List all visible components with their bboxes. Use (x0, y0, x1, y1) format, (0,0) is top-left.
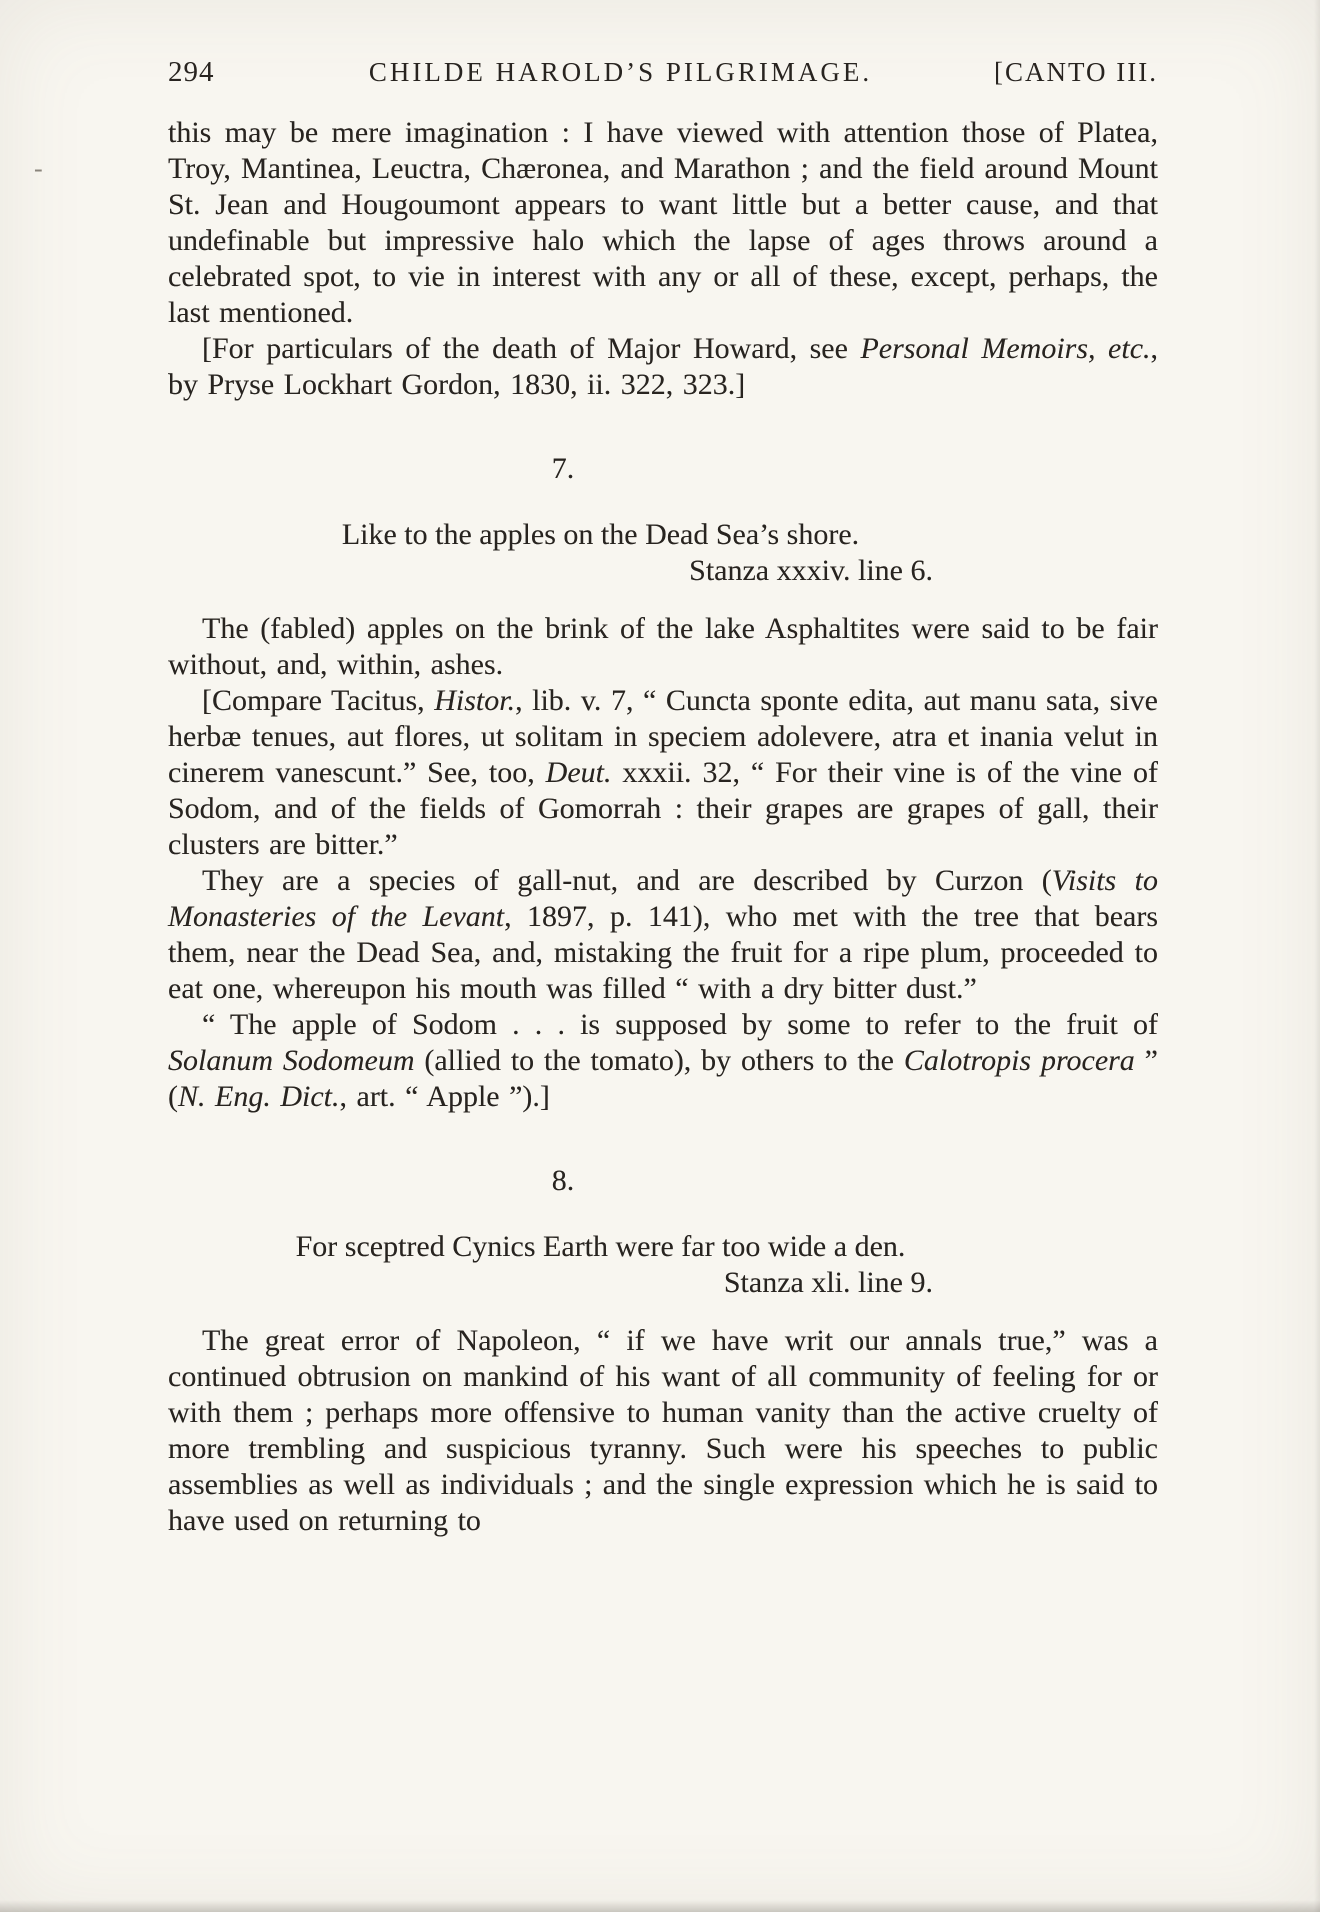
text-segment: xxxii. 32, “ For their vine is of the vine of Sodom, and of the fields of Gomorrah : their grapes are grapes of gall, their clusters are bitter.” (168, 756, 1159, 861)
text-segment: [Compare Tacitus, (202, 684, 435, 717)
text-segment: [For particulars of the death of Major Howard, see (202, 332, 861, 365)
work-title-italic: Visits to Monasteries of the Levant (168, 864, 1158, 933)
note7-paragraph-3 (168, 863, 1158, 1007)
species-name-italic: Solanum Sodomeum (168, 1044, 415, 1077)
note8-number: 8. (551, 1164, 575, 1197)
note6-citation-paragraph (168, 331, 1158, 403)
page-header (168, 56, 1158, 89)
note7-paragraph-2 (168, 683, 1158, 863)
text-segment: They are a species of gall-nut, and are described by Curzon ( (202, 864, 1052, 897)
note7-quote-line: Like to the apples on the Dead Sea’s shore. (341, 518, 860, 551)
scan-edge-bottom (0, 1900, 1320, 1912)
book-title-italic: Personal Memoirs, etc. (860, 332, 1151, 365)
running-title: CHILDE HAROLD’S PILGRIMAGE. (368, 57, 873, 87)
note8-attribution: Stanza xli. line 9. (723, 1266, 933, 1299)
text-segment: , by Pryse Lockhart Gordon, 1830, ii. 322, 323.] (168, 332, 1159, 401)
note-7 (168, 451, 1158, 1115)
work-title-italic: Deut. (545, 756, 612, 789)
note7-number: 7. (551, 452, 575, 485)
work-title-italic: N. Eng. Dict. (178, 1080, 340, 1113)
page-body (168, 115, 1158, 1539)
note7-attribution: Stanza xxxiv. line 6. (689, 554, 933, 587)
text-segment: , 1897, p. 141), who met with the tree that bears them, near the Dead Sea, and, mistaking the fruit for a ripe plum, proceeded to eat one, whereupon his mouth was filled “ with a dry bitter dust.” (168, 900, 1158, 1005)
text-segment: “ The apple of Sodom . . . is supposed by some to refer to the fruit of (202, 1008, 1158, 1041)
scan-edge-right (1314, 0, 1320, 1912)
note7-paragraph-4 (168, 1007, 1158, 1115)
text-segment: (allied to the tomato), by others to the (414, 1044, 904, 1077)
page-number: 294 (168, 56, 215, 88)
text-segment: , lib. v. 7, “ Cuncta sponte edita, aut manu sata, sive herbæ tenues, aut flores, ut solitam in speciem adolevere, atra et inania velut in cinerem vanescunt.” See, too, (168, 684, 1158, 789)
note-8 (168, 1163, 1158, 1539)
work-title-italic: Histor. (434, 684, 516, 717)
scan-artifact-mark: - (34, 154, 43, 183)
note7-paragraph-1: The (fabled) apples on the brink of the lake Asphaltites were said to be fair without, and, within, ashes. (168, 612, 1158, 681)
text-segment: , art. “ Apple ”).] (339, 1080, 550, 1113)
canto-label: [CANTO III. (994, 57, 1158, 87)
species-name-italic: Calotropis procera (903, 1044, 1135, 1077)
note8-quote-line: For sceptred Cynics Earth were far too wide a den. (295, 1230, 906, 1263)
note6-continuation-paragraph: this may be mere imagination : I have viewed with attention those of Platea, Troy, Mantinea, Leuctra, Chæronea, and Marathon ; and the field around Mount St. Jean and Hougoumont appears to want little but a better cause, and that undefinable but impressive halo which the lapse of ages throws around a celebrated spot, to vie in interest with any or all of these, except, perhaps, the last mentioned. (168, 116, 1158, 329)
note8-paragraph-1: The great error of Napoleon, “ if we have writ our annals true,” was a continued obtrusion on mankind of his want of all community of feeling for or with them ; perhaps more offensive to human vanity than the active cruelty of more trembling and suspicious tyranny. Such were his speeches to public assemblies as well as individuals ; and the single expression which he is said to have used on returning to (168, 1324, 1158, 1537)
text-segment: ” ( (168, 1044, 1158, 1113)
